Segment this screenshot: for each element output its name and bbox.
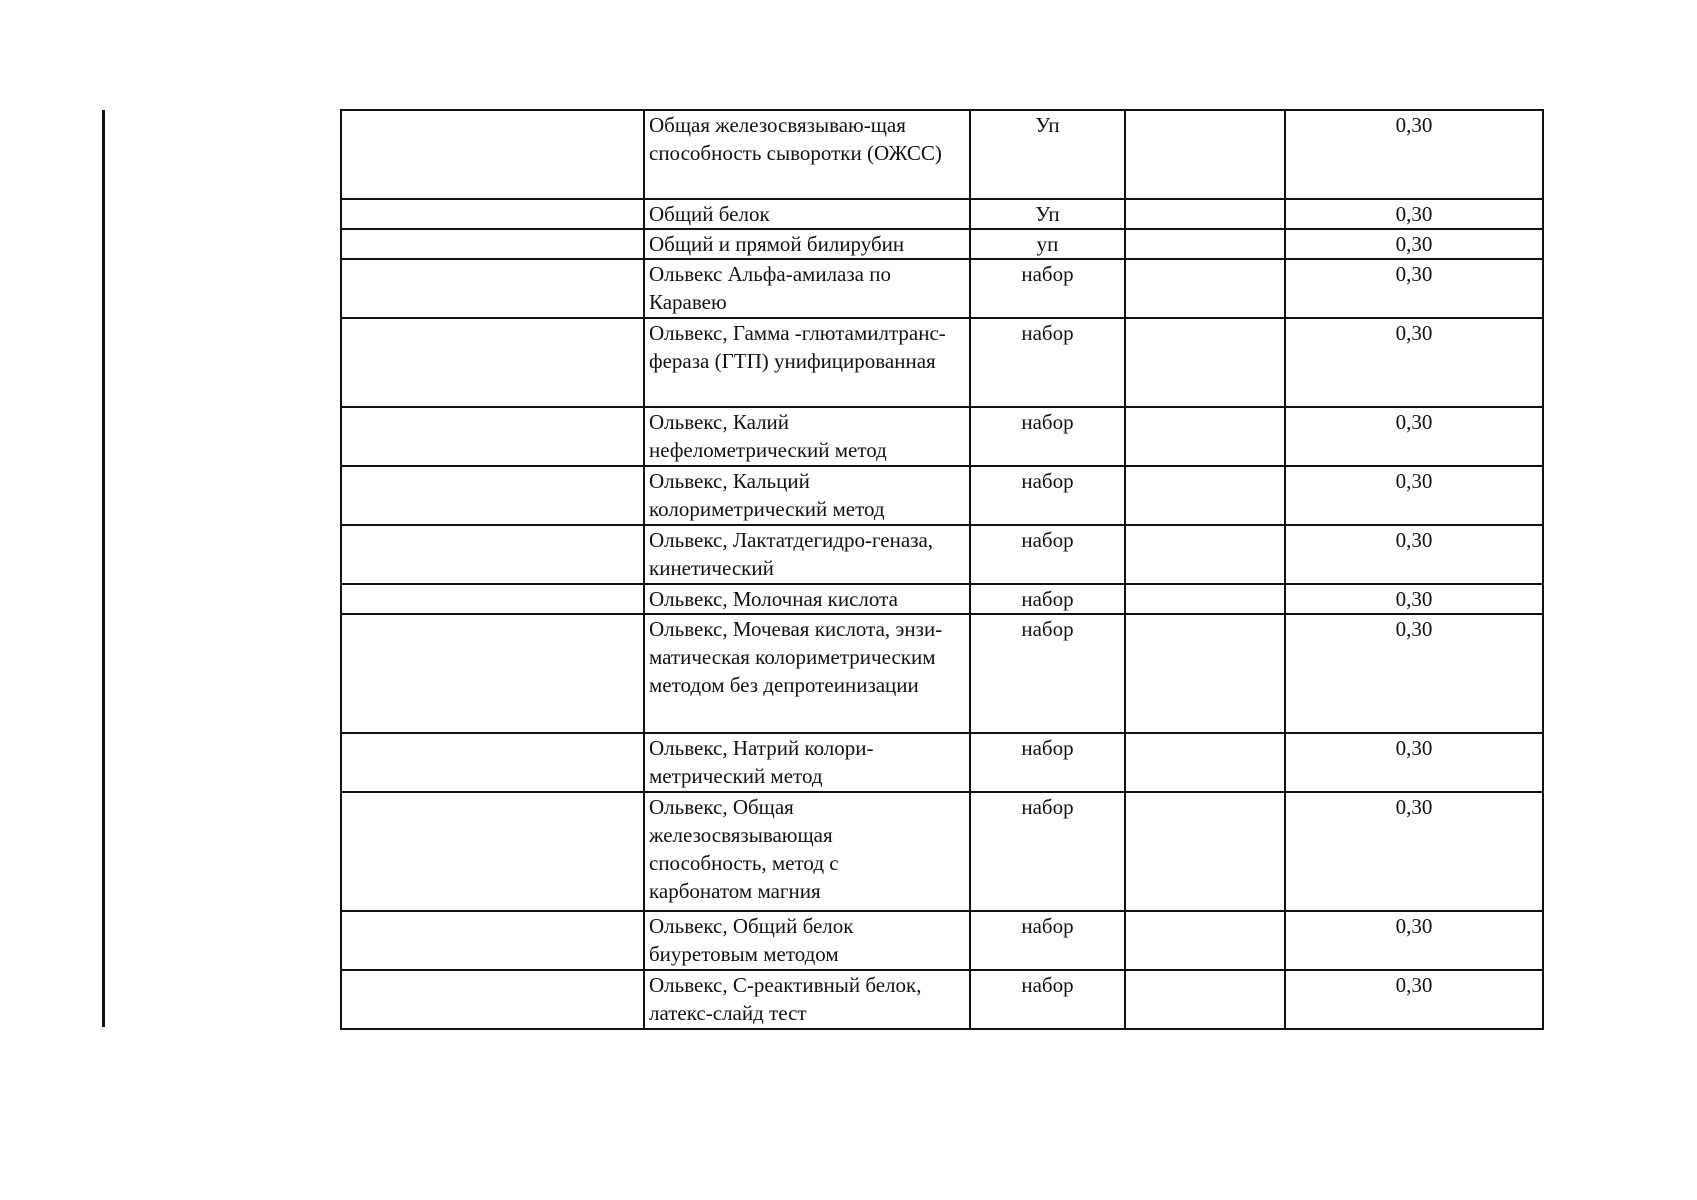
unit-text: набор	[1021, 410, 1074, 434]
value-text: 0,30	[1395, 914, 1433, 938]
item-name-cell	[644, 525, 970, 584]
item-name-text: Ольвекс, Кальций колориметрический метод	[649, 469, 885, 521]
quantity-cell	[1125, 466, 1285, 525]
unit-cell	[970, 733, 1125, 792]
blank-cell	[341, 199, 644, 229]
item-name-cell	[644, 614, 970, 733]
unit-text: уп	[1036, 232, 1059, 256]
unit-cell	[970, 614, 1125, 733]
unit-cell	[970, 970, 1125, 1029]
unit-cell	[970, 110, 1125, 199]
value-cell	[1285, 733, 1543, 792]
item-name-cell	[644, 318, 970, 407]
unit-text: набор	[1021, 262, 1074, 286]
unit-text: Уп	[1035, 113, 1060, 137]
value-text: 0,30	[1395, 321, 1433, 345]
table-row	[341, 733, 1543, 792]
value-text: 0,30	[1395, 528, 1433, 552]
item-name-cell	[644, 792, 970, 911]
value-cell	[1285, 584, 1543, 614]
blank-cell	[341, 733, 644, 792]
blank-cell	[341, 466, 644, 525]
value-cell	[1285, 407, 1543, 466]
item-name-text: Ольвекс, Калий нефелометрический метод	[649, 410, 887, 462]
table-row	[341, 229, 1543, 259]
item-name-cell	[644, 259, 970, 318]
table-row	[341, 259, 1543, 318]
item-name-cell	[644, 911, 970, 970]
item-name-cell	[644, 229, 970, 259]
quantity-cell	[1125, 318, 1285, 407]
blank-cell	[341, 525, 644, 584]
value-text: 0,30	[1395, 232, 1433, 256]
item-name-cell	[644, 110, 970, 199]
unit-cell	[970, 318, 1125, 407]
unit-cell	[970, 407, 1125, 466]
reagents-table	[340, 109, 1544, 1030]
unit-cell	[970, 792, 1125, 911]
quantity-cell	[1125, 259, 1285, 318]
value-cell	[1285, 525, 1543, 584]
table-body	[341, 110, 1543, 1029]
blank-cell	[341, 911, 644, 970]
quantity-cell	[1125, 614, 1285, 733]
blank-cell	[341, 792, 644, 911]
quantity-cell	[1125, 525, 1285, 584]
table-row	[341, 466, 1543, 525]
value-cell	[1285, 318, 1543, 407]
item-name-cell	[644, 466, 970, 525]
quantity-cell	[1125, 229, 1285, 259]
unit-text: набор	[1021, 973, 1074, 997]
table-row	[341, 911, 1543, 970]
value-text: 0,30	[1395, 202, 1433, 226]
value-text: 0,30	[1395, 973, 1433, 997]
value-cell	[1285, 911, 1543, 970]
value-text: 0,30	[1395, 795, 1433, 819]
item-name-text: Ольвекс, С-реактивный белок, латекс-слайд тест	[649, 973, 922, 1025]
item-name-text: Ольвекс, Мочевая кислота, энзи- матическая колориметрическим методом без депротеинизации	[649, 617, 943, 697]
unit-text: набор	[1021, 469, 1074, 493]
unit-cell	[970, 229, 1125, 259]
value-text: 0,30	[1395, 410, 1433, 434]
blank-cell	[341, 318, 644, 407]
quantity-cell	[1125, 407, 1285, 466]
value-cell	[1285, 110, 1543, 199]
unit-text: набор	[1021, 587, 1074, 611]
blank-cell	[341, 970, 644, 1029]
unit-text: набор	[1021, 321, 1074, 345]
table-row	[341, 407, 1543, 466]
item-name-text: Ольвекс, Молочная кислота	[649, 587, 898, 611]
unit-cell	[970, 259, 1125, 318]
item-name-text: Ольвекс, Гамма -глютамилтранс- фераза (ГТП) унифицированная	[649, 321, 946, 373]
value-cell	[1285, 792, 1543, 911]
value-cell	[1285, 229, 1543, 259]
quantity-cell	[1125, 110, 1285, 199]
quantity-cell	[1125, 911, 1285, 970]
table-row	[341, 614, 1543, 733]
table-row	[341, 525, 1543, 584]
value-text: 0,30	[1395, 262, 1433, 286]
table-row	[341, 970, 1543, 1029]
value-text: 0,30	[1395, 113, 1433, 137]
table-row	[341, 584, 1543, 614]
table-row	[341, 110, 1543, 199]
table-row	[341, 318, 1543, 407]
value-cell	[1285, 259, 1543, 318]
value-cell	[1285, 614, 1543, 733]
value-text: 0,30	[1395, 617, 1433, 641]
item-name-cell	[644, 733, 970, 792]
item-name-text: Общий и прямой билирубин	[649, 232, 905, 256]
blank-cell	[341, 110, 644, 199]
unit-text: набор	[1021, 795, 1074, 819]
item-name-text: Ольвекс, Лактатдегидро-геназа, кинетический	[649, 528, 934, 580]
item-name-text: Ольвекс, Натрий колори- метрический метод	[649, 736, 874, 788]
unit-text: набор	[1021, 617, 1074, 641]
item-name-text: Ольвекс, Общая железосвязывающая способность, метод с карбонатом магния	[649, 795, 839, 903]
item-name-text: Ольвекс Альфа-амилаза по Каравею	[649, 262, 891, 314]
value-cell	[1285, 199, 1543, 229]
item-name-cell	[644, 199, 970, 229]
blank-cell	[341, 584, 644, 614]
table-row	[341, 199, 1543, 229]
value-text: 0,30	[1395, 587, 1433, 611]
unit-cell	[970, 584, 1125, 614]
value-cell	[1285, 970, 1543, 1029]
item-name-cell	[644, 584, 970, 614]
quantity-cell	[1125, 792, 1285, 911]
value-text: 0,30	[1395, 736, 1433, 760]
quantity-cell	[1125, 733, 1285, 792]
quantity-cell	[1125, 199, 1285, 229]
left-margin-rule	[102, 110, 105, 1027]
item-name-text: Общий белок	[649, 202, 770, 226]
item-name-cell	[644, 970, 970, 1029]
unit-cell	[970, 466, 1125, 525]
blank-cell	[341, 407, 644, 466]
blank-cell	[341, 229, 644, 259]
unit-cell	[970, 199, 1125, 229]
item-name-cell	[644, 407, 970, 466]
quantity-cell	[1125, 970, 1285, 1029]
unit-text: набор	[1021, 914, 1074, 938]
unit-text: набор	[1021, 736, 1074, 760]
unit-cell	[970, 911, 1125, 970]
unit-text: Уп	[1035, 202, 1060, 226]
value-cell	[1285, 466, 1543, 525]
value-text: 0,30	[1395, 469, 1433, 493]
table-row	[341, 792, 1543, 911]
unit-text: набор	[1021, 528, 1074, 552]
item-name-text: Общая железосвязываю-щая способность сыворотки (ОЖСС)	[649, 113, 942, 165]
blank-cell	[341, 614, 644, 733]
unit-cell	[970, 525, 1125, 584]
blank-cell	[341, 259, 644, 318]
item-name-text: Ольвекс, Общий белок биуретовым методом	[649, 914, 854, 966]
quantity-cell	[1125, 584, 1285, 614]
